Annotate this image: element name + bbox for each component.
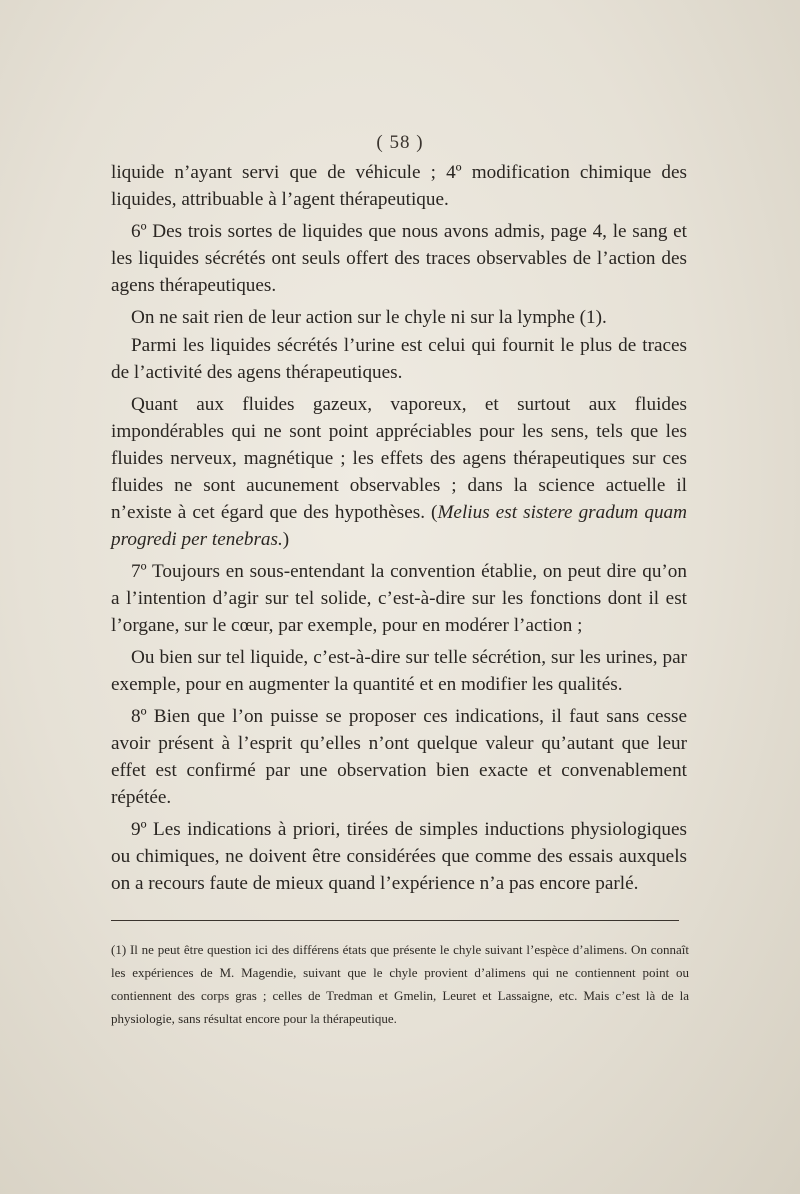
footnote-1: (1) Il ne peut être question ici des différens états que présente le chyle suivant l’espèce d’alimens. On connaît les expériences de M. Magendie, suivant que le chyle provient d’alimens qui ne contiennent point ou contiennent des corps gras ; celles de Tredman et Gmelin, Leuret et Lassaigne, etc. Mais c’est là de la physiologie, sans résultat encore pour la thérapeutique. <box>111 942 689 1026</box>
paragraph-point-7: 7º Toujours en sous-entendant la convention établie, on peut dire qu’on a l’intention d’agir sur tel solide, c’est-à-dire sur les fonctions dont il est l’organe, sur le cœur, par exemple, pour en modérer l’action ; <box>111 561 687 636</box>
latin-quote: Melius est sistere gradum quam progredi per tenebras. <box>111 502 687 550</box>
paragraph-liquid-secretion: Ou bien sur tel liquide, c’est-à-dire sur telle sécrétion, sur les urines, par exemple, pour en augmenter la quantité et en modifier les qualités. <box>111 647 687 695</box>
paragraph-fluids <box>111 391 687 553</box>
body-text <box>111 159 687 902</box>
paragraph-continuation: liquide n’ayant servi que de véhicule ; 4º modification chimique des liquides, attribuable à l’agent thérapeutique. <box>111 162 687 210</box>
paragraph-point-6: 6º Des trois sortes de liquides que nous avons admis, page 4, le sang et les liquides sécrétés ont seuls offert des traces observables de l’action des agens thérapeutiques. <box>111 221 687 296</box>
footnote-divider <box>111 920 679 921</box>
paragraph-secreted-liquids: Parmi les liquides sécrétés l’urine est celui qui fournit le plus de traces de l’activité des agens thérapeutiques. <box>111 335 687 383</box>
footnotes <box>111 938 689 1030</box>
paragraph-point-8: 8º Bien que l’on puisse se proposer ces indications, il faut sans cesse avoir présent à l’esprit qu’elles n’ont quelque valeur qu’autant que leur effet est confirmé par une observation bien exacte et convenablement répétée. <box>111 706 687 808</box>
paragraph-point-9: 9º Les indications à priori, tirées de simples inductions physiologiques ou chimiques, ne doivent être considérées que comme des essais auxquels on a recours faute de mieux quand l’expérience n’a pas encore parlé. <box>111 819 687 894</box>
fluids-text: Quant aux fluides gazeux, vaporeux, et surtout aux fluides impondérables qui ne sont point appréciables pour les sens, tels que les fluides nerveux, magnétique ; les effets des agens thérapeutiques sur ces fluides ne sont aucunement observables ; dans la science actuelle il n’existe à cet égard que des hypothèses. ( <box>111 394 687 523</box>
closing-paren: ) <box>282 529 290 550</box>
page-number: ( 58 ) <box>376 132 424 153</box>
paragraph-chyle-lymph: On ne sait rien de leur action sur le chyle ni sur la lymphe (1). <box>131 307 607 328</box>
